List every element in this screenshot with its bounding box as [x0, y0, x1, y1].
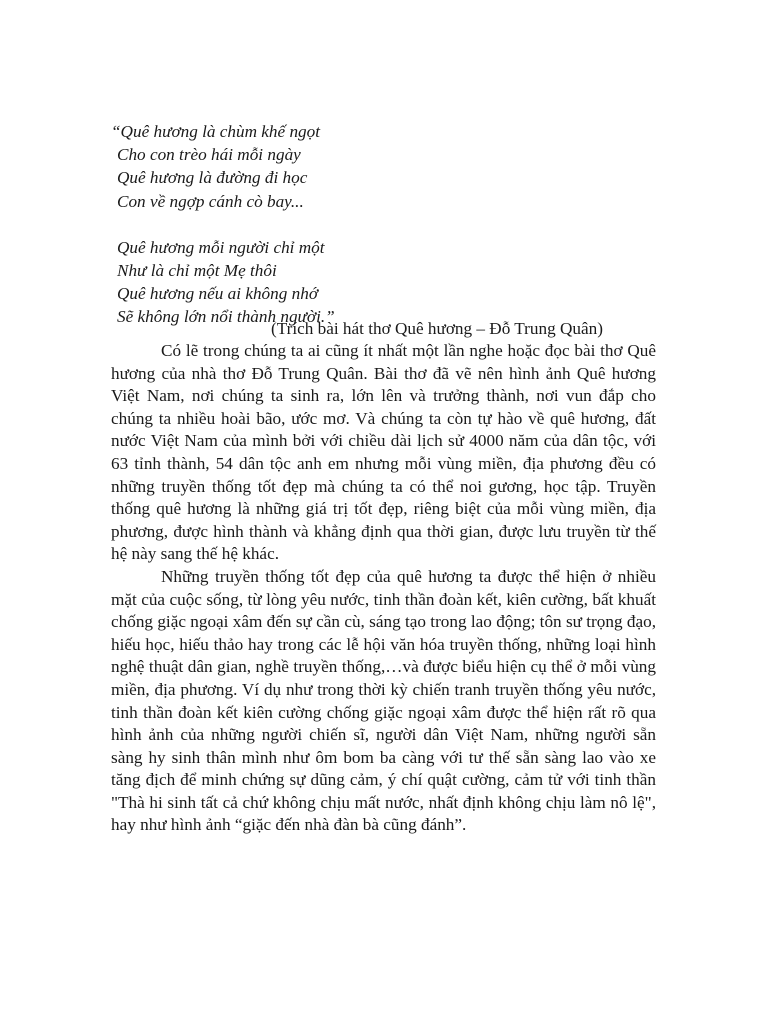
poem-excerpt [111, 120, 335, 329]
essay-body [111, 340, 656, 837]
poem-line: Quê hương là đường đi học [117, 168, 308, 188]
poem-line: Quê hương mỗi người chỉ một [117, 237, 325, 257]
poem-stanza-2 [111, 236, 335, 329]
poem-line: Con về ngợp cánh cò bay... [117, 191, 304, 211]
poem-line: Như là chỉ một Mẹ thôi [117, 260, 277, 280]
poem-line: Cho con trèo hái mỗi ngày [117, 145, 301, 165]
poem-line: Quê hương nếu ai không nhớ [117, 284, 318, 304]
poem-citation: (Trích bài hát thơ Quê hương – Đỗ Trung Quân) [271, 319, 603, 338]
paragraph: Có lẽ trong chúng ta ai cũng ít nhất một lần nghe hoặc đọc bài thơ Quê hương của nhà thơ Đỗ Trung Quân. Bài thơ đã vẽ nên hình ảnh Quê hương Việt Nam, nơi chúng ta sinh ra, lớn lên và trưởng thành, nơi vun đắp cho chúng ta nhiều hoài bão, ước mơ. Và chúng ta còn tự hào về quê hương, đất nước Việt Nam của mình bởi với chiều dài lịch sử 4000 năm của dân tộc, với 63 tỉnh thành, 54 dân tộc anh em nhưng mỗi vùng miền, địa phương đều có những truyền thống tốt đẹp mà chúng ta có thể noi gương, học tập. Truyền thống quê hương là những giá trị tốt đẹp, riêng biệt của mỗi vùng miền, địa phương, được hình thành và khẳng định qua thời gian, được lưu truyền từ thế hệ này sang thế hệ khác. [111, 341, 656, 564]
poem-line: Sẽ không lớn nổi thành người.” [117, 307, 335, 327]
poem-stanza-1 [111, 120, 335, 213]
poem-line: “Quê hương là chùm khế ngọt [111, 122, 321, 141]
stanza-gap [111, 213, 335, 236]
paragraph: Những truyền thống tốt đẹp của quê hương ta được thể hiện ở nhiều mặt của cuộc sống, từ lòng yêu nước, tinh thần đoàn kết, kiên cường, bất khuất chống giặc ngoại xâm đến sự cần cù, sáng tạo trong lao động; tôn sư trọng đạo, hiếu học, hiếu thảo hay trong các lễ hội văn hóa truyền thống, những loại hình nghệ thuật dân gian, nghề truyền thống,…và được biểu hiện cụ thể ở mỗi vùng miền, địa phương. Ví dụ như trong thời kỳ chiến tranh truyền thống yêu nước, tinh thần đoàn kết kiên cường chống giặc ngoại xâm được thể hiện rất rõ qua hình ảnh của những người chiến sĩ, người dân Việt Nam, những người sẵn sàng hy sinh thân mình như ôm bom ba càng với tư thế sẵn sàng lao vào xe tăng địch để minh chứng sự dũng cảm, ý chí quật cường, cảm tử với tinh thần "Thà hi sinh tất cả chứ không chịu mất nước, nhất định không chịu làm nô lệ", hay như hình ảnh “giặc đến nhà đàn bà cũng đánh”. [111, 566, 656, 835]
